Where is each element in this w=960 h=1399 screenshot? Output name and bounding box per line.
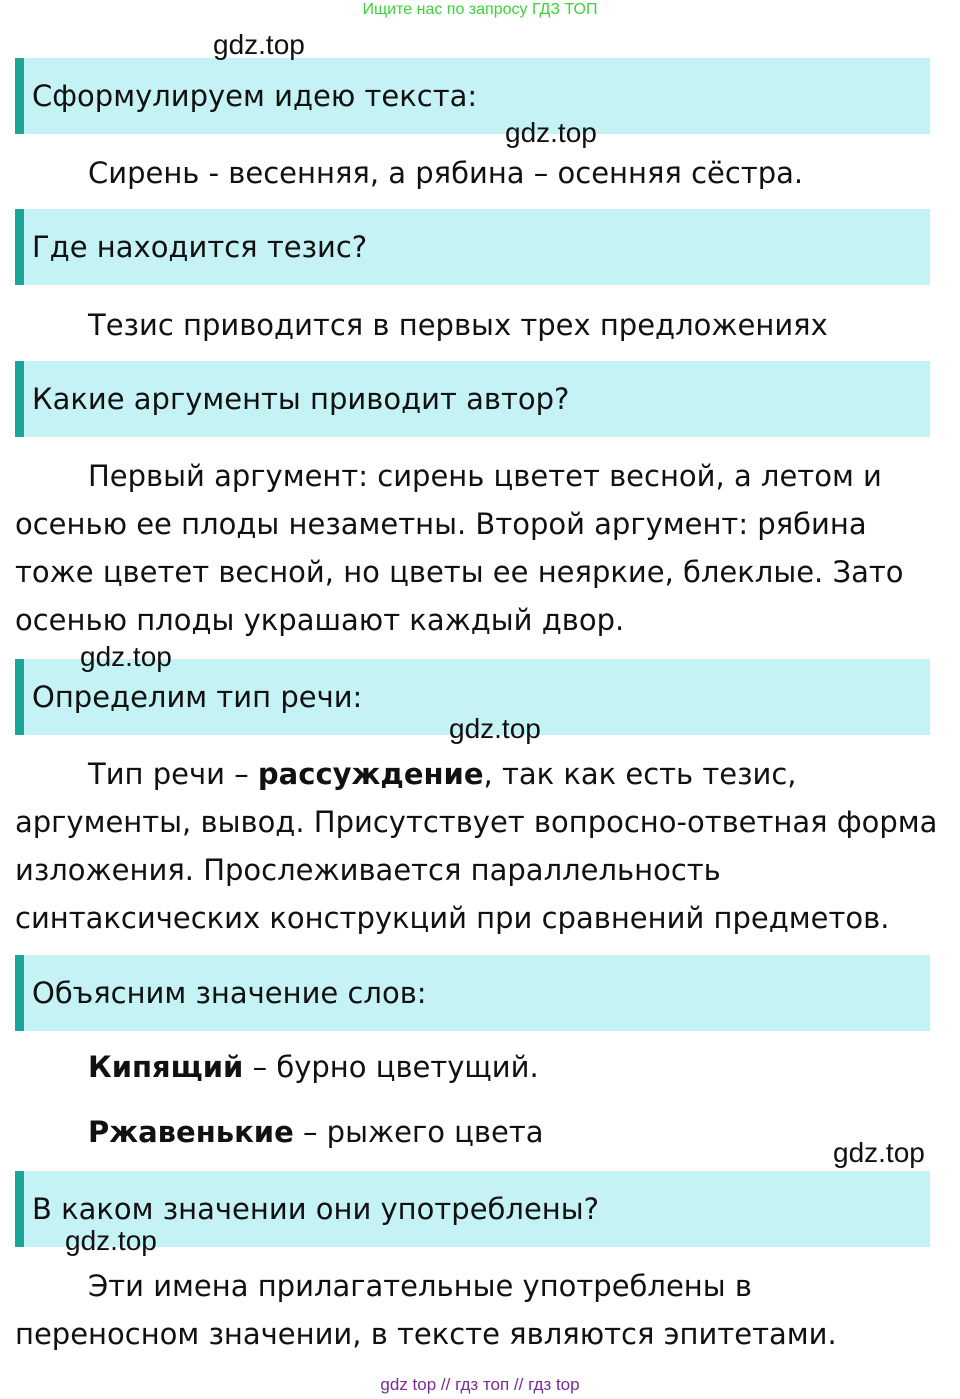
question-text: Объясним значение слов: xyxy=(32,976,427,1010)
watermark: gdz.top xyxy=(213,29,305,60)
answer-speech-type xyxy=(15,750,945,942)
definition-item xyxy=(88,1115,544,1149)
watermark: gdz.top xyxy=(65,1225,157,1256)
question-text: Сформулируем идею текста: xyxy=(32,79,478,113)
question-box-word-meaning xyxy=(15,955,930,1031)
answer-bold-term: рассуждение xyxy=(257,757,484,791)
definition-meaning: – бурно цветущий. xyxy=(243,1050,539,1084)
answer-suffix: , так как есть тезис, аргументы, вывод. Присутствует вопросно-ответная форма изложения. Прослеживается параллельность синтаксических конструкций при сравнений предметов. xyxy=(15,757,938,935)
question-text: В каком значении они употреблены? xyxy=(32,1192,600,1226)
question-box-thesis xyxy=(15,209,930,285)
answer-thesis: Тезис приводится в первых трех предложениях xyxy=(88,308,828,342)
question-text: Какие аргументы приводит автор? xyxy=(32,382,570,416)
definition-item xyxy=(88,1050,539,1084)
watermark: gdz.top xyxy=(80,641,172,672)
definition-meaning: – рыжего цвета xyxy=(293,1115,544,1149)
question-text: Где находится тезис? xyxy=(32,230,368,264)
question-box-arguments xyxy=(15,361,930,437)
definition-term: Кипящий xyxy=(88,1050,244,1084)
watermark: gdz.top xyxy=(833,1137,925,1168)
answer-arguments: Первый аргумент: сирень цветет весной, а летом и осенью ее плоды незаметны. Второй аргумент: рябина тоже цветет весной, но цветы ее неяркие, блеклые. Зато осенью плоды украшают каждый двор. xyxy=(15,459,904,637)
answer-idea: Сирень - весенняя, а рябина – осенняя сёстра. xyxy=(88,156,804,190)
watermark: gdz.top xyxy=(449,713,541,744)
question-text: Определим тип речи: xyxy=(32,680,363,714)
definition-term: Ржавенькие xyxy=(88,1115,294,1149)
answer-usage: Эти имена прилагательные употреблены в переносном значении, в тексте являются эпитетами. xyxy=(15,1269,837,1351)
question-box-idea xyxy=(15,58,930,134)
top-banner: Ищите нас по запросу ГДЗ ТОП xyxy=(362,1,598,18)
answer-prefix: Тип речи – xyxy=(88,757,258,791)
watermark: gdz.top xyxy=(505,117,597,148)
footer-links: gdz top // гдз топ // гдз top xyxy=(380,1375,580,1394)
